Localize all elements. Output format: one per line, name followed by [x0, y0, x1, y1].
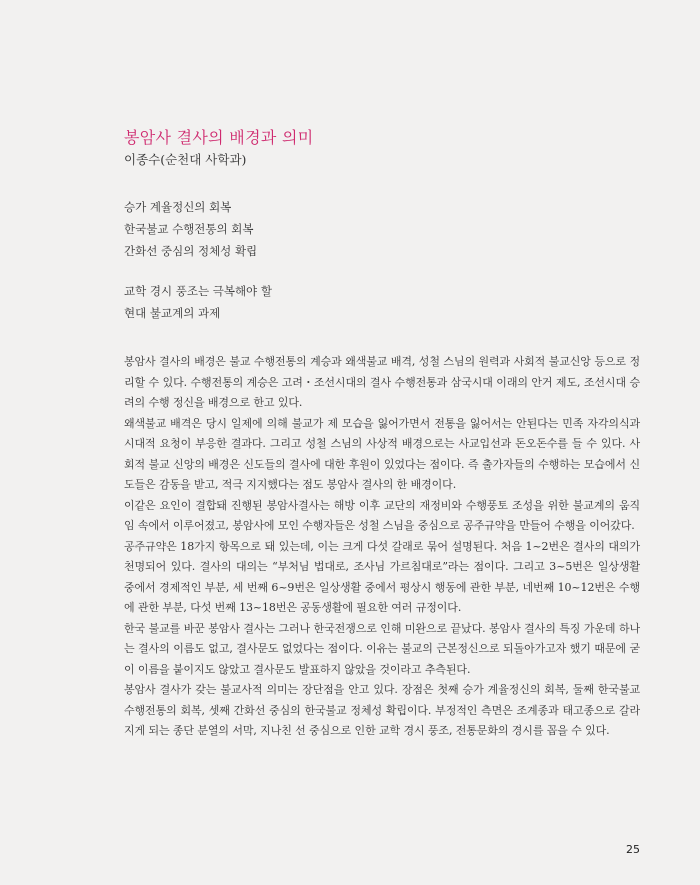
body-paragraph: 한국 불교를 바꾼 봉암사 결사는 그러나 한국전쟁으로 인해 미완으로 끝났다. 봉암사 결사의 특징 가운데 하나는 결사의 이름도 없고, 결사문도 없었다는 점이다. 이유는 불교의 근본정신으로 되돌아가고자 했기 때문에 굳이 이름을 붙이지도 않았고 결사문도 발표하지 않았을 것이라고 추측된다. — [124, 621, 640, 676]
section-list-1 — [124, 196, 640, 262]
article-title: 봉암사 결사의 배경과 의미 — [124, 128, 314, 147]
section-item: 한국불교 수행전통의 회복 — [124, 222, 254, 236]
page-number: 25 — [626, 843, 640, 856]
body-paragraph: 이같은 요인이 결합돼 진행된 봉암사결사는 해방 이후 교단의 재정비와 수행풍토 조성을 위한 불교계의 움직임 속에서 이루어졌고, 봉암사에 모인 수행자들은 성철 스님을 중심으로 공주규약을 만들어 수행을 이어갔다. — [124, 498, 640, 532]
section-item: 교학 경시 풍조는 극복해야 할 — [124, 284, 272, 298]
article-author: 이종수(순천대 사학과) — [124, 152, 247, 167]
body-paragraph: 봉암사 결사가 갖는 불교사적 의미는 장단점을 안고 있다. 장점은 첫째 승가 계율정신의 회복, 둘째 한국불교 수행전통의 회복, 셋째 간화선 중심의 한국불교 정체성 확립이다. 부정적인 측면은 조계종과 태고종으로 갈라지게 되는 종단 분열의 서막, 지나친 선 중심으로 인한 교학 경시 풍조, 전통문화의 경시를 꼽을 수 있다. — [124, 683, 640, 737]
section-item: 현대 불교계의 과제 — [124, 306, 221, 320]
section-item: 승가 계율정신의 회복 — [124, 200, 232, 214]
section-item: 간화선 중심의 정체성 확립 — [124, 244, 258, 258]
body-paragraph: 봉암사 결사의 배경은 불교 수행전통의 계승과 왜색불교 배격, 성철 스님의 원력과 사회적 불교신앙 등으로 정리할 수 있다. 수행전통의 계승은 고려・조선시대의 결사 수행전통과 삼국시대 이래의 안거 제도, 조선시대 승려의 수행 정신을 배경으로 한고 있다. — [124, 355, 640, 409]
section-list-2 — [124, 280, 640, 324]
article — [124, 128, 640, 742]
article-body — [124, 352, 640, 742]
body-paragraph: 왜색불교 배격은 당시 일제에 의해 불교가 제 모습을 잃어가면서 전통을 잃어서는 안된다는 민족 자각의식과 시대적 요청이 부응한 결과다. 그리고 성철 스님의 사상적 배경으로는 사교입선과 돈오돈수를 들 수 있다. 사회적 불교 신앙의 배경은 신도들의 결사에 대한 후원이 있었다는 점이다. 즉 출가자들의 수행하는 모습에서 신도들은 감동을 받고, 적극 지지했다는 점도 봉암사 결사의 한 배경이다. — [124, 416, 640, 491]
body-paragraph: 공주규약은 18가지 항목으로 돼 있는데, 이는 크게 다섯 갈래로 묶어 설명된다. 처음 1~2번은 결사의 대의가 천명되어 있다. 결사의 대의는 “부처님 법대로, 조사님 가르침대로”라는 점이다. 그리고 3~5번은 일상생활 중에서 경제적인 부분, 세 번째 6~9번은 일상생활 중에서 평상시 행동에 관한 부분, 네번째 10~12번은 수행에 관한 부분, 다섯 번째 13~18번은 공동생활에 필요한 여러 규정이다. — [124, 539, 640, 614]
